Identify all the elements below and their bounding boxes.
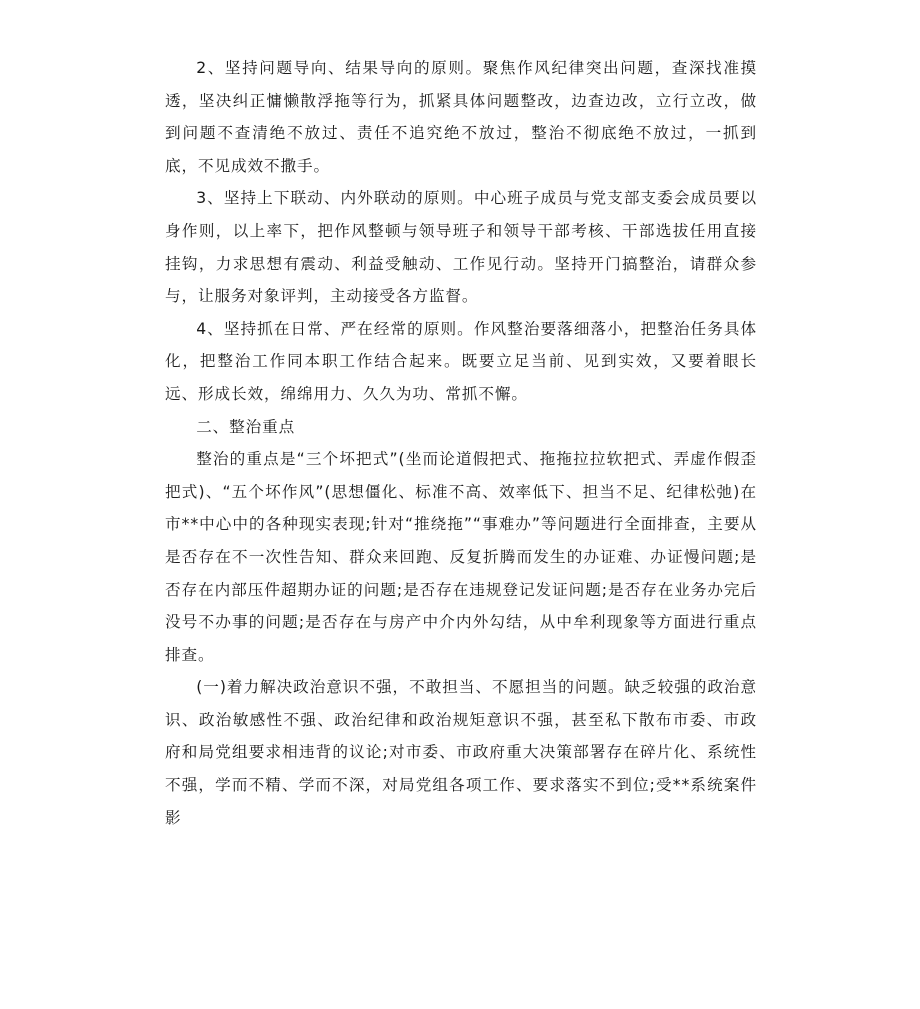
paragraph-principle-2: 2、坚持问题导向、结果导向的原则。聚焦作风纪律突出问题，查深找准摸透，坚决纠正慵懒散浮拖等行为，抓紧具体问题整改，边查边改，立行立改，做到问题不查清绝不放过、责任不追究绝不放过，整治不彻底绝不放过，一抓到底，不见成效不撒手。: [165, 59, 757, 175]
paragraph-focus-item-1: (一)着力解决政治意识不强，不敢担当、不愿担当的问题。缺乏较强的政治意识、政治敏感性不强、政治纪律和政治规矩意识不强，甚至私下散布市委、市政府和局党组要求相违背的议论;对市委、市政府重大决策部署存在碎片化、系统性不强，学而不精、学而不深，对局党组各项工作、要求落实不到位;受**系统案件影: [165, 678, 757, 827]
paragraph-principle-4: 4、坚持抓在日常、严在经常的原则。作风整治要落细落小，把整治任务具体化，把整治工作同本职工作结合起来。既要立足当前、见到实效，又要着眼长远、形成长效，绵绵用力、久久为功、常抓不懈。: [165, 319, 757, 403]
paragraph-principle-3: 3、坚持上下联动、内外联动的原则。中心班子成员与党支部支委会成员要以身作则，以上率下，把作风整顿与领导班子和领导干部考核、干部选拔任用直接挂钩，力求思想有震动、利益受触动、工作见行动。坚持开门搞整治，请群众参与，让服务对象评判，主动接受各方监督。: [165, 189, 757, 306]
document-page: [165, 52, 757, 834]
section-heading: 二、整治重点: [196, 417, 296, 436]
paragraph-focus-overview: 整治的重点是“三个坏把式”(坐而论道假把式、拖拖拉拉软把式、弄虚作假歪把式)、“五个坏作风”(思想僵化、标准不高、效率低下、担当不足、纪律松弛)在市**中心中的各种现实表现;针对“推绕拖”“事难办”等问题进行全面排查，主要从是否存在不一次性告知、群众来回跑、反复折腾而发生的办证难、办证慢问题;是否存在内部压件超期办证的问题;是否存在违规登记发证问题;是否存在业务办完后没号不办事的问题;是否存在与房产中介内外勾结，从中牟利现象等方面进行重点排查。: [165, 450, 757, 664]
